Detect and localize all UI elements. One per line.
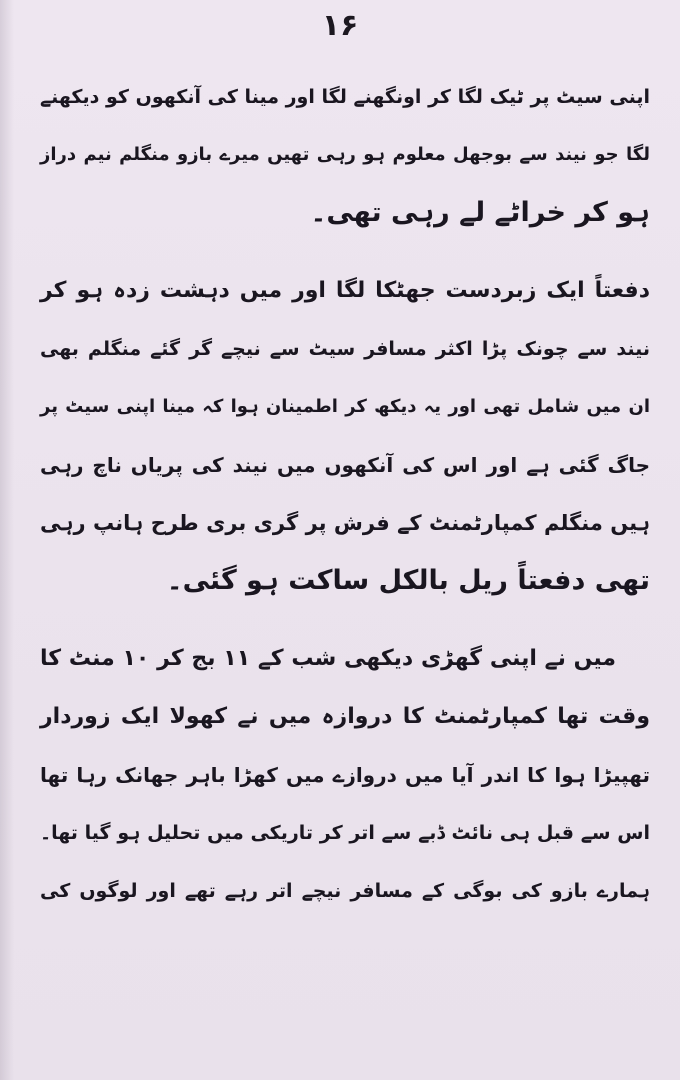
text-line: اپنی سیٹ پر ٹیک لگا کر اونگھنے لگا اور مینا کی آنکھوں کو دیکھنے	[40, 86, 650, 108]
text-line: وقت تھا کمپارٹمنٹ کا دروازہ میں نے کھولا ایک زوردار	[40, 704, 650, 729]
paragraph-spacer	[40, 242, 650, 262]
text-line: اس سے قبل ہی نائٹ ڈبے سے اتر کر تاریکی میں تحلیل ہو گیا تھا۔	[40, 822, 650, 844]
text-line: تھی دفعتاً ریل بالکل ساکت ہو گئی۔	[166, 565, 650, 596]
text-line: نیند سے چونک پڑا اکثر مسافر سیٹ سے نیچے گر گئے منگلم بھی	[40, 338, 650, 360]
text-line: میں نے اپنی گھڑی دیکھی شب کے ۱۱ بج کر ۱۰ منٹ کا	[40, 646, 617, 671]
paragraph-1	[40, 68, 650, 242]
text-line: لگا جو نیند سے بوجھل معلوم ہو رہی تھیں میرے بازو منگلم نیم دراز	[40, 144, 650, 165]
text-line: دفعتاً ایک زبردست جھٹکا لگا اور میں دہشت زدہ ہو کر	[40, 278, 650, 303]
text-line: ہمارے بازو کی بوگی کے مسافر نیچے اتر رہے تھے اور لوگوں کی	[40, 880, 650, 902]
paragraph-3	[40, 630, 650, 920]
paragraph-2	[40, 262, 650, 610]
page-edge-shadow	[0, 0, 14, 1080]
text-line: تھپیڑا ہوا کا اندر آیا میں دروازے میں کھڑا باہر جھانک رہا تھا	[40, 763, 650, 787]
text-line: ان میں شامل تھی اور یہ دیکھ کر اطمینان ہوا کہ مینا اپنی سیٹ پر	[40, 396, 650, 417]
text-line: ہو کر خراٹے لے رہی تھی۔	[310, 197, 650, 228]
page-number: ۱۶	[321, 8, 359, 43]
paragraph-spacer	[40, 610, 650, 630]
text-line: ہیں منگلم کمپارٹمنٹ کے فرش پر گری بری طرح ہانپ رہی	[40, 511, 650, 535]
text-line: جاگ گئی ہے اور اس کی آنکھوں میں نیند کی پریاں ناچ رہی	[40, 453, 650, 477]
body-text	[40, 68, 650, 920]
